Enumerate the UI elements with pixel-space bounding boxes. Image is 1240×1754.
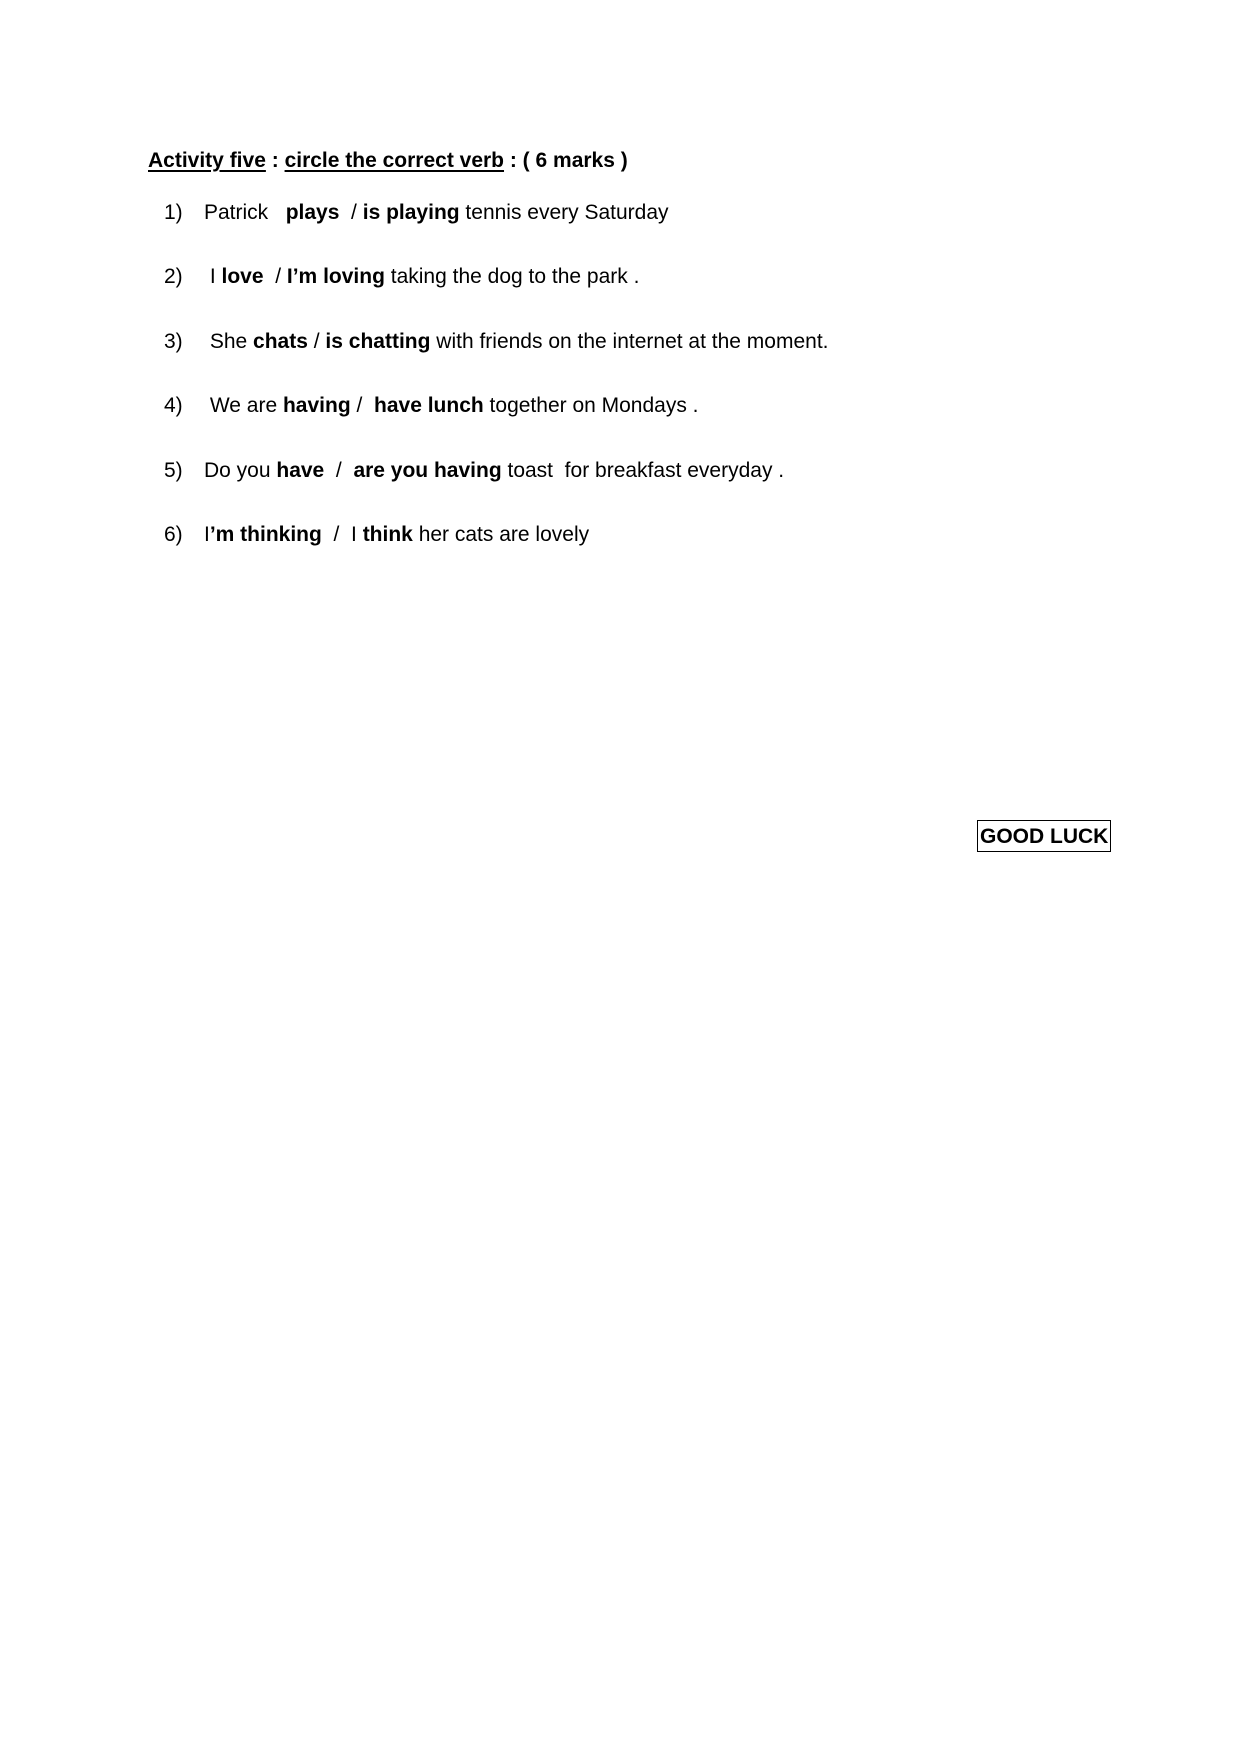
question-text xyxy=(204,262,639,326)
question-item xyxy=(164,262,828,326)
verb-option[interactable]: plays xyxy=(285,201,340,224)
heading-separator: : xyxy=(265,149,285,172)
activity-marks: : ( 6 marks ) xyxy=(504,149,628,172)
verb-option[interactable]: have xyxy=(276,458,325,482)
question-number: 5) xyxy=(164,458,183,482)
sentence-fragment: toast for breakfast everyday . xyxy=(501,458,785,482)
verb-option[interactable]: think xyxy=(362,522,413,546)
verb-option[interactable]: I’m loving xyxy=(286,265,385,289)
question-number: 2) xyxy=(164,265,183,289)
question-text xyxy=(204,198,669,262)
sentence-fragment: / xyxy=(307,329,326,353)
question-text xyxy=(204,391,699,455)
verb-option[interactable]: is playing xyxy=(362,201,460,224)
good-luck-box: GOOD LUCK xyxy=(977,820,1111,852)
sentence-fragment: her cats are lovely xyxy=(412,522,590,546)
sentence-fragment: She xyxy=(204,329,254,353)
sentence-fragment: / xyxy=(339,201,363,224)
question-item xyxy=(164,327,828,391)
sentence-fragment: We are xyxy=(204,394,283,418)
verb-option[interactable]: have lunch xyxy=(374,394,484,418)
question-number: 4) xyxy=(164,394,183,418)
sentence-fragment: / I xyxy=(321,522,363,546)
verb-option[interactable]: is chatting xyxy=(325,329,431,353)
question-text xyxy=(204,520,589,584)
sentence-fragment: tennis every Saturday xyxy=(459,201,669,224)
question-number: 3) xyxy=(164,329,183,353)
question-number: 1) xyxy=(164,201,183,224)
question-item xyxy=(164,391,828,455)
sentence-fragment: together on Mondays . xyxy=(483,394,699,418)
question-list xyxy=(164,198,828,584)
sentence-fragment: I xyxy=(204,265,222,289)
question-text xyxy=(204,456,784,520)
sentence-fragment: / xyxy=(350,394,375,418)
sentence-fragment: with friends on the internet at the moment. xyxy=(430,329,829,353)
question-text xyxy=(204,327,828,391)
sentence-fragment: / xyxy=(324,458,354,482)
sentence-fragment: Do you xyxy=(204,458,277,482)
verb-option[interactable]: having xyxy=(282,394,351,418)
question-item xyxy=(164,520,828,584)
question-number: 6) xyxy=(164,522,183,546)
activity-title: Activity five xyxy=(148,149,266,172)
question-item xyxy=(164,198,828,262)
verb-option[interactable]: ’m thinking xyxy=(209,522,322,546)
sentence-fragment: taking the dog to the park . xyxy=(384,265,640,289)
verb-option[interactable]: love xyxy=(221,265,264,289)
verb-option[interactable]: are you having xyxy=(353,458,502,482)
activity-heading xyxy=(148,146,628,176)
sentence-fragment: Patrick xyxy=(204,201,286,224)
activity-instruction: circle the correct verb xyxy=(284,149,505,172)
sentence-fragment: / xyxy=(263,265,287,289)
sentence-fragment: I xyxy=(204,522,210,546)
verb-option[interactable]: chats xyxy=(253,329,308,353)
question-item xyxy=(164,456,828,520)
